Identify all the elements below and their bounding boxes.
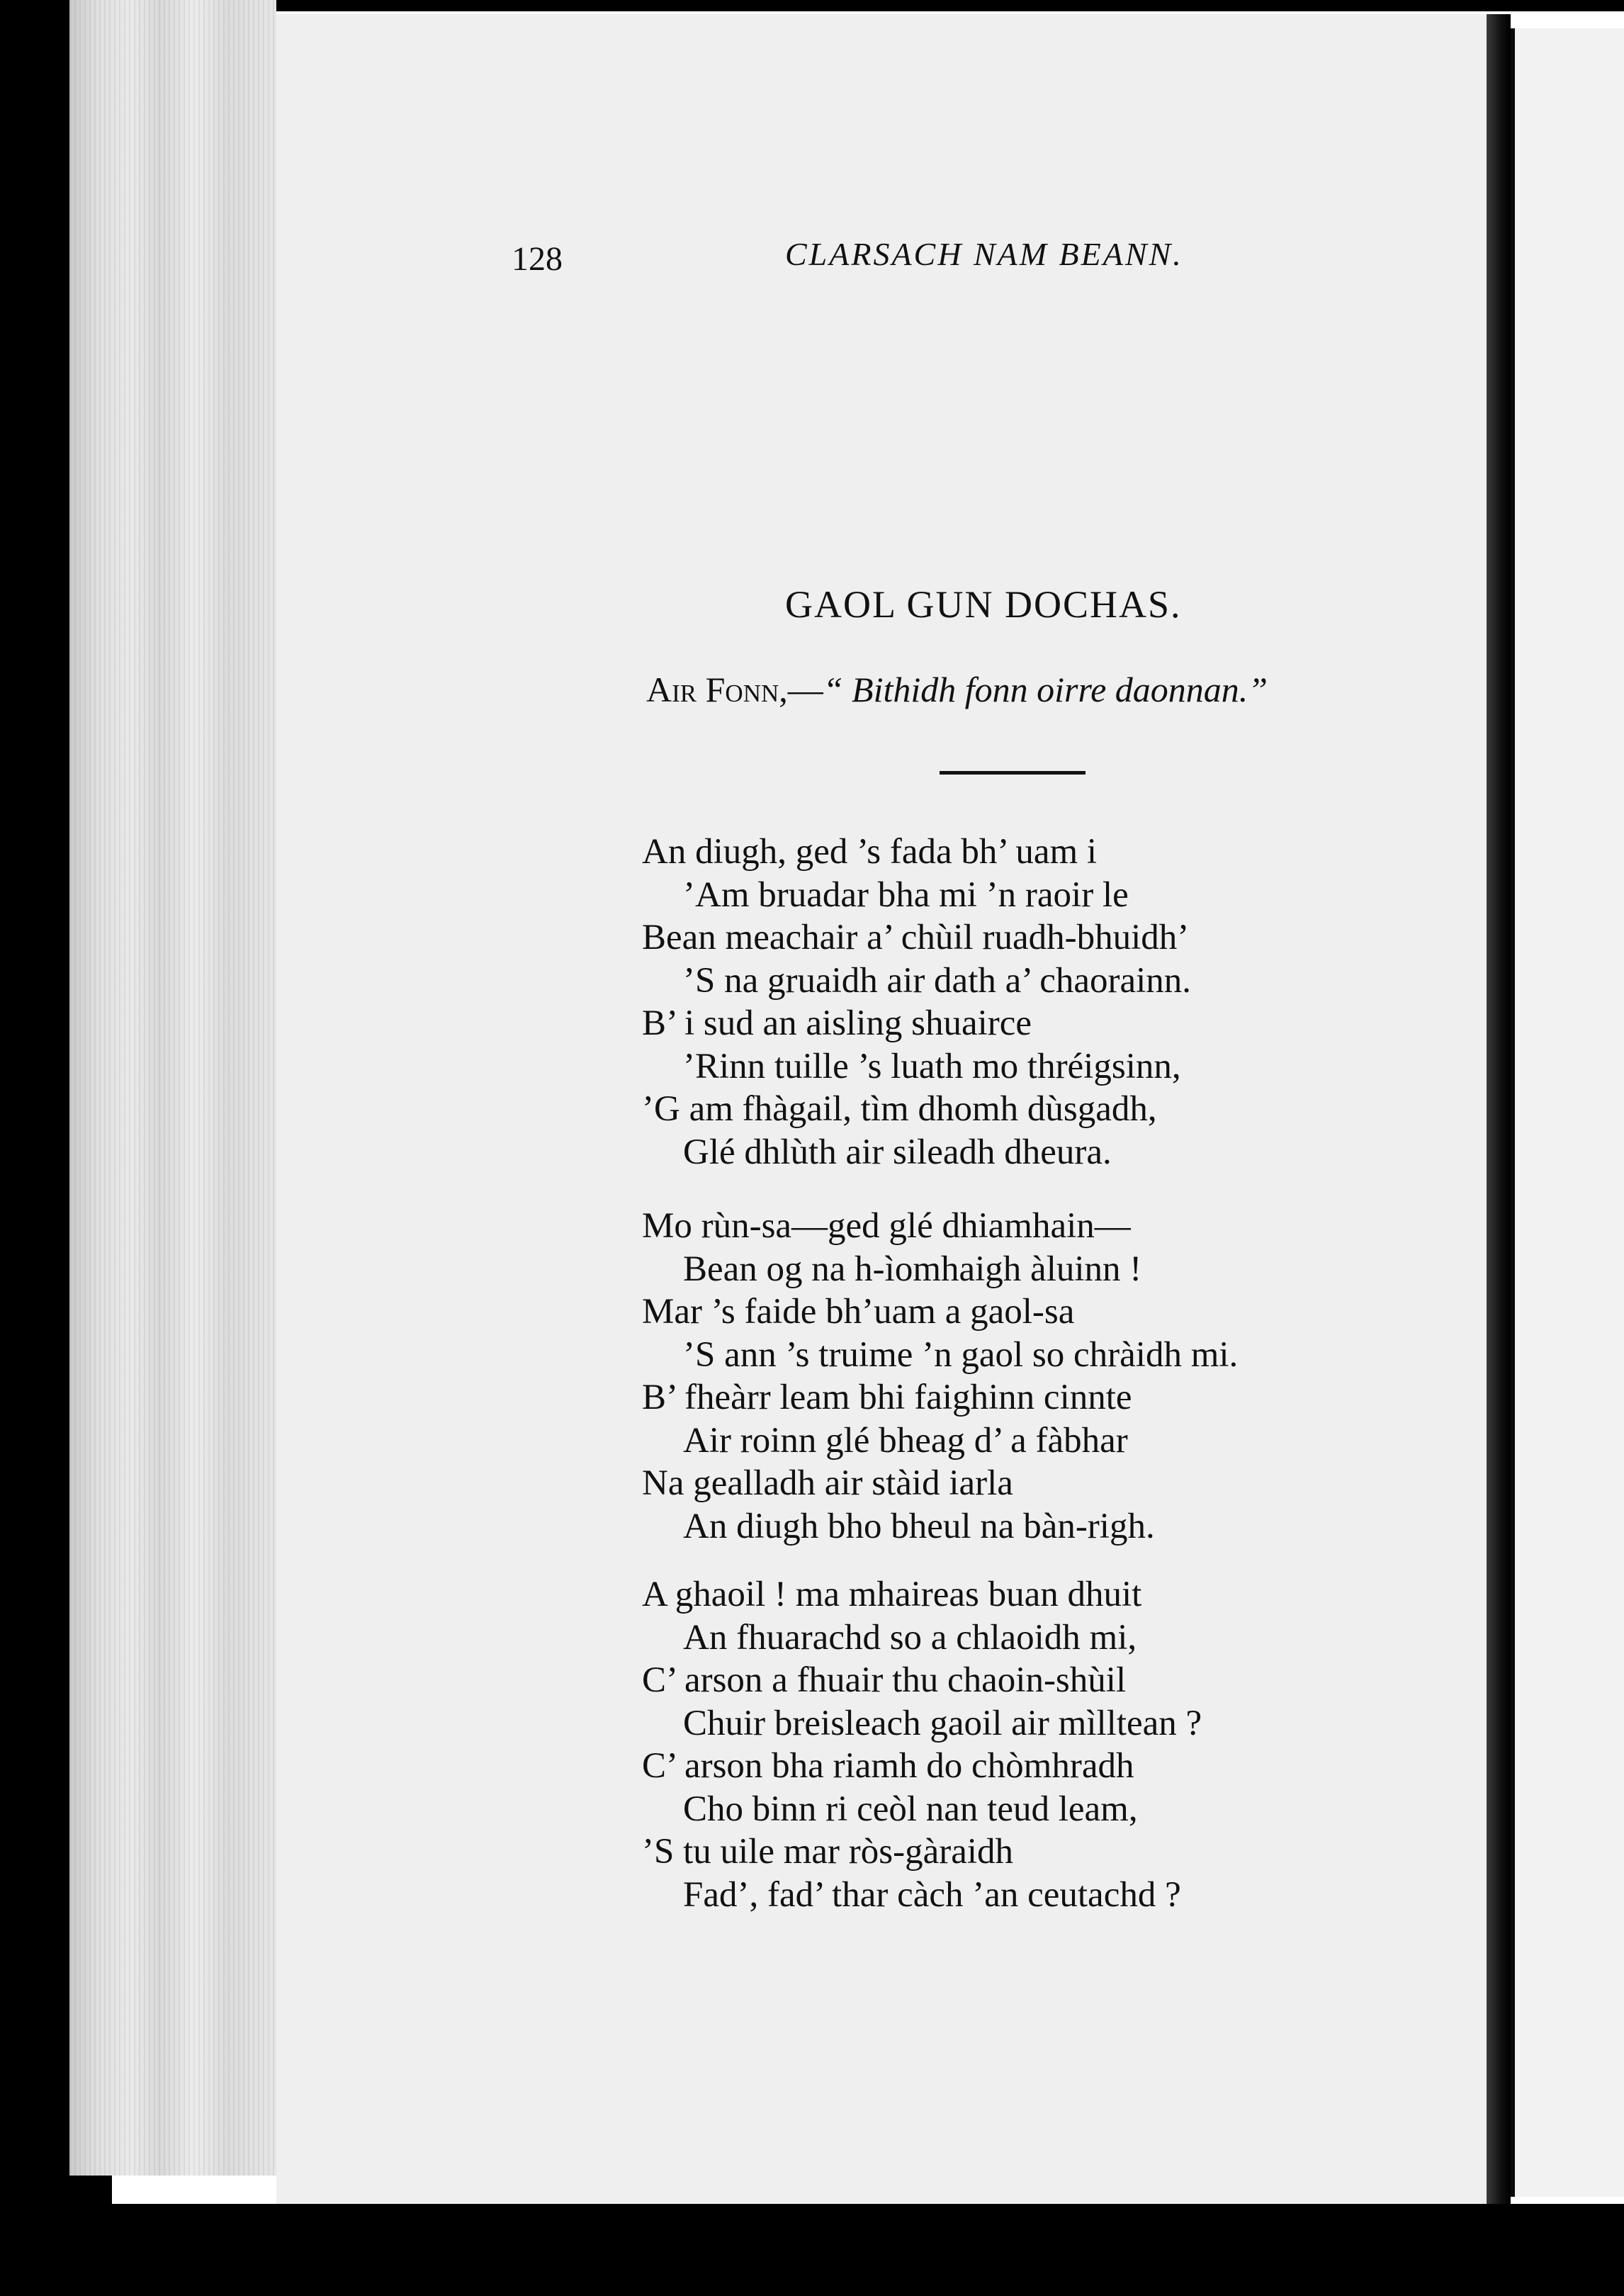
verse-line: Chuir breisleach gaoil air mìlltean ? (683, 1703, 1202, 1743)
verse-line: Na gealladh air stàid iarla (642, 1463, 1013, 1503)
verse-line: An fhuarachd so a chlaoidh mi, (683, 1617, 1137, 1658)
verse-line: ’Rinn tuille ’s luath mo thréigsinn, (683, 1046, 1181, 1086)
verse-line: Bean meachair a’ chùil ruadh-bhuidh’ (642, 918, 1190, 957)
verse-line: ’S tu uile mar ròs-gàraidh (642, 1832, 1014, 1872)
verse-line: Mar ’s faide bh’uam a gaol-sa (642, 1292, 1075, 1332)
stanza (642, 831, 1191, 1174)
verse-line: An diugh, ged ’s fada bh’ uam i (642, 832, 1098, 872)
page-number: 128 (512, 240, 563, 278)
air-tune: “ Bithidh fonn oirre daonnan.” (823, 670, 1268, 709)
verse-line: ’S na gruaidh air dath a’ chaorainn. (683, 960, 1192, 1001)
verse-line: Fad’, fad’ thar càch ’an ceutachd ? (683, 1874, 1181, 1915)
verse-line: Air roinn glé bheag d’ a fàbhar (683, 1420, 1128, 1461)
verse-line: An diugh bho bheul na bàn-righ. (683, 1506, 1155, 1546)
verse-line: Cho binn ri ceòl nan teud leam, (683, 1789, 1138, 1829)
verse-line: A ghaoil ! ma mhaireas buan dhuit (642, 1575, 1142, 1614)
poem-title: GAOL GUN DOCHAS. (785, 583, 1182, 626)
verse-line: ’G am fhàgail, tìm dhomh dùsgadh, (642, 1089, 1157, 1129)
air-separator: — (787, 670, 823, 709)
verse-line: Glé dhlùth air sileadh dheura. (683, 1132, 1112, 1172)
verse-line: Bean og na h-ìomhaigh àluinn ! (683, 1249, 1142, 1289)
title-rule (940, 771, 1086, 775)
verse-line: C’ arson a fhuair thu chaoin-shùil (642, 1660, 1127, 1700)
stanza (642, 1205, 1238, 1548)
verse-line: ’Am bruadar bha mi ’n raoir le (683, 874, 1129, 915)
facing-page-edge (1511, 28, 1624, 2197)
running-head: CLARSACH NAM BEANN. (785, 236, 1183, 272)
stanza (642, 1573, 1202, 1916)
verse-line: C’ arson bha riamh do chòmhradh (642, 1746, 1134, 1786)
verse-line: ’S ann ’s truime ’n gaol so chràidh mi. (683, 1334, 1239, 1375)
verse-line: Mo rùn-sa—ged glé dhiamhain— (642, 1206, 1131, 1246)
verse-line: B’ i sud an aisling shuairce (642, 1003, 1032, 1043)
air-line (646, 672, 1268, 707)
scan-border-bottom (0, 2204, 1624, 2296)
book-gutter (1487, 14, 1511, 2204)
verse-line: B’ fheàrr leam bhi faighinn cinnte (642, 1378, 1132, 1417)
page-edges (69, 0, 276, 2176)
air-label: Air Fonn, (646, 670, 788, 709)
